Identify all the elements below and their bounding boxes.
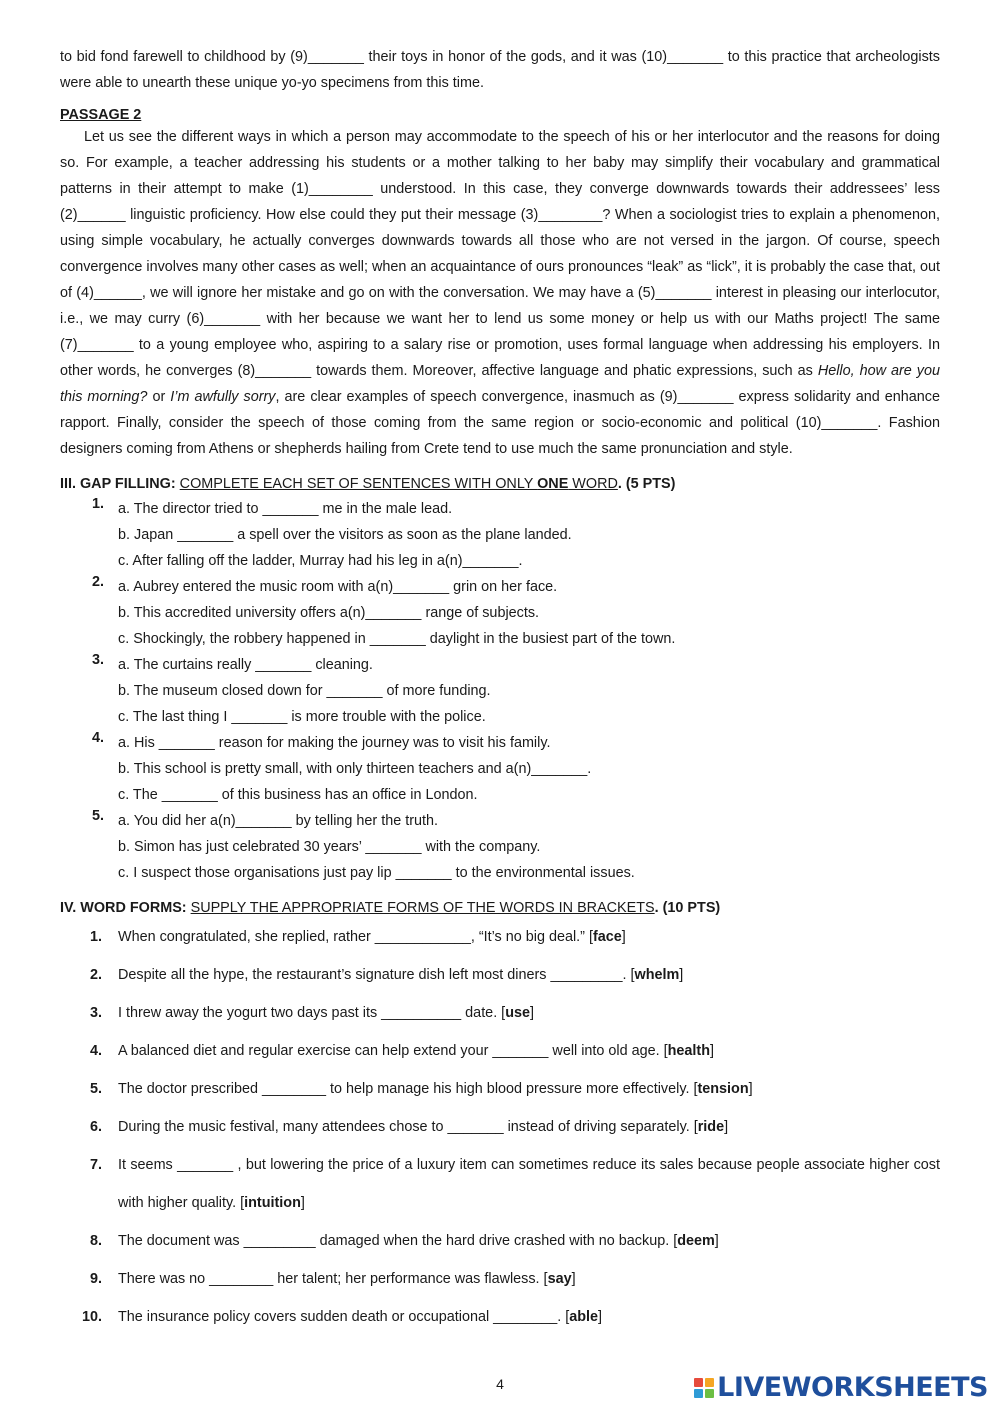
word-forms-list [60,918,940,1336]
gap-item-number: 4. [91,730,104,746]
word-form-sentence: During the music festival, many attendees chose to _______ instead of driving separately. [ride] [118,1119,729,1135]
passage2-italic-example1: Hello, how are you this morning? [60,363,941,405]
word-form-item-10: 10. The insurance policy covers sudden death or occupational ________. [able] [60,1298,940,1336]
keyword: intuition [244,1195,301,1211]
section4-title [60,898,940,918]
word-form-sentence: The document was _________ damaged when the hard drive crashed with no backup. [deem] [118,1233,719,1249]
word-form-sentence: When congratulated, she replied, rather ____________, “It’s no big deal.” [face] [118,929,626,945]
word-form-sentence: It seems _______ , but lowering the price of a luxury item can sometimes reduce its sales because people associate higher cost with higher quality. [intuition] [118,1157,940,1211]
section4-points: . (10 PTS) [654,900,721,916]
gap-sentence-b: b. This accredited university offers a(n)_______ range of subjects. [118,605,540,621]
page-number: 4 [496,1376,504,1392]
gap-item-number: 2. [91,574,104,590]
section3-points: . (5 PTS) [617,476,676,492]
gap-sentence-b: b. The museum closed down for _______ of more funding. [118,683,491,699]
word-form-sentence: There was no ________ her talent; her performance was flawless. [say] [118,1271,576,1287]
word-form-item-9: 9. There was no ________ her talent; her performance was flawless. [say] [60,1260,940,1298]
word-form-item-1: 1. When congratulated, she replied, rather ____________, “It’s no big deal.” [face] [60,918,940,956]
gap-item-3 [60,652,940,730]
passage2-text-part2: , are clear examples of speech convergence, inasmuch as (9)_______ express solidarity and enhance rapport. Finally, consider the speech of those coming from the same region or socio-economic and political (10)_______. Fashion designers coming from Athens or shepherds hailing from Crete tend to use much the same pronunciation and style. [60,389,941,457]
gap-sentence-b: b. Simon has just celebrated 30 years’ _______ with the company. [118,839,541,855]
gap-item-number: 3. [91,652,104,668]
gap-sentence-c: c. I suspect those organisations just pay lip _______ to the environmental issues. [118,865,635,881]
keyword: face [592,929,622,945]
gap-item-4 [60,730,940,808]
passage2-italic-example2: I’m awfully sorry [170,389,276,405]
section4-label: IV. WORD FORMS: [60,900,187,916]
word-form-sentence: The insurance policy covers sudden death or occupational ________. [able] [118,1309,603,1325]
gap-sentence-a: a. You did her a(n)_______ by telling her the truth. [118,813,439,829]
keyword: use [505,1005,530,1021]
keyword: tension [697,1081,749,1097]
keyword: ride [697,1119,725,1135]
liveworksheets-logo[interactable] [694,1372,988,1403]
gap-sentence-c: c. Shockingly, the robbery happened in _______ daylight in the busiest part of the town. [118,631,676,647]
word-form-item-2: 2. Despite all the hype, the restaurant’s signature dish left most diners _________. [whelm] [60,956,940,994]
gap-sentence-b: b. Japan _______ a spell over the visitors as soon as the plane landed. [118,527,572,543]
section3-label: III. GAP FILLING: [60,476,176,492]
gap-sentence-c: c. After falling off the ladder, Murray had his leg in a(n)_______. [118,553,523,569]
gap-item-number: 1. [91,496,104,512]
word-form-sentence: The doctor prescribed ________ to help manage his high blood pressure more effectively. [tension] [118,1081,753,1097]
gap-sentence-a: a. The director tried to _______ me in the male lead. [118,501,453,517]
passage2-text [60,124,940,462]
section4-instruction: SUPPLY THE APPROPRIATE FORMS OF THE WORDS IN BRACKETS [190,900,655,916]
word-form-item-7: 7. It seems _______ , but lowering the price of a luxury item can sometimes reduce its sales because people associate higher cost with higher quality. [intuition] [60,1146,940,1222]
logo-text: LIVEWORKSHEETS [717,1372,988,1403]
section3-title [60,474,940,494]
liveworksheets-logo-icon [694,1378,714,1398]
word-form-sentence: I threw away the yogurt two days past its __________ date. [use] [118,1005,534,1021]
word-form-sentence: A balanced diet and regular exercise can help extend your _______ well into old age. [health] [118,1043,715,1059]
gap-sentence-a: a. The curtains really _______ cleaning. [118,657,373,673]
gap-item-1 [60,496,940,574]
word-form-sentence: Despite all the hype, the restaurant’s signature dish left most diners _________. [whelm] [118,967,684,983]
worksheet-page [60,44,940,1336]
word-form-item-6: 6. During the music festival, many attendees chose to _______ instead of driving separately. [ride] [60,1108,940,1146]
gap-sentence-c: c. The _______ of this business has an office in London. [118,787,478,803]
passage1-tail: to bid fond farewell to childhood by (9)_______ their toys in honor of the gods, and it was (10)_______ to this practice that archeologists were able to unearth these unique yo-yo specimens from this time. [60,49,940,91]
passage2-title: PASSAGE 2 [60,107,142,123]
section3-instruction: COMPLETE EACH SET OF SENTENCES WITH ONLY ONE WORD [179,476,618,492]
gap-item-number: 5. [91,808,104,824]
gap-sentence-a: a. Aubrey entered the music room with a(n)_______ grin on her face. [118,579,558,595]
keyword: deem [677,1233,715,1249]
word-form-item-5: 5. The doctor prescribed ________ to help manage his high blood pressure more effectively. [tension] [60,1070,940,1108]
keyword: able [569,1309,599,1325]
keyword: say [547,1271,572,1287]
word-form-item-3: 3. I threw away the yogurt two days past its __________ date. [use] [60,994,940,1032]
gap-item-5 [60,808,940,886]
gap-sentence-c: c. The last thing I _______ is more trouble with the police. [118,709,486,725]
gap-item-2 [60,574,940,652]
gap-sentence-b: b. This school is pretty small, with only thirteen teachers and a(n)_______. [118,761,592,777]
gap-sentence-a: a. His _______ reason for making the journey was to visit his family. [118,735,551,751]
keyword: whelm [634,967,680,983]
passage2-text-part1: Let us see the different ways in which a person may accommodate to the speech of his or her interlocutor and the reasons for doing so. For example, a teacher addressing his students or a mother talking to her baby may simplify their vocabulary and grammatical patterns in their attempt to make (1)________ understood. In this case, they converge downwards towards their addressees’ less (2)______ linguistic proficiency. How else could they put their message (3)________? When a sociologist tries to explain a phenomenon, using simple vocabulary, he actually converges downwards towards all those who are not versed in the jargon. Of course, speech convergence involves many other cases as well; when an acquaintance of ours pronounces “leak” as “lick”, it is probably the case that, out of (4)______, we will ignore her mistake and go on with the conversation. We may have a (5)_______ interest in pleasing our interlocutor, i.e., we may curry (6)_______ with her because we want her to lend us some money or help us with our Maths project! The same (7)_______ to a young employee who, aspiring to a salary rise or promotion, uses formal language when addressing his employers. In other words, he converges (8)_______ towards them. Moreover, affective language and phatic expressions, such as [60,129,940,379]
keyword: health [667,1043,711,1059]
passage2-text-between: or [147,389,171,405]
word-form-item-8: 8. The document was _________ damaged when the hard drive crashed with no backup. [deem] [60,1222,940,1260]
word-form-item-4: 4. A balanced diet and regular exercise can help extend your _______ well into old age. [health] [60,1032,940,1070]
gap-filling-list [60,496,940,886]
